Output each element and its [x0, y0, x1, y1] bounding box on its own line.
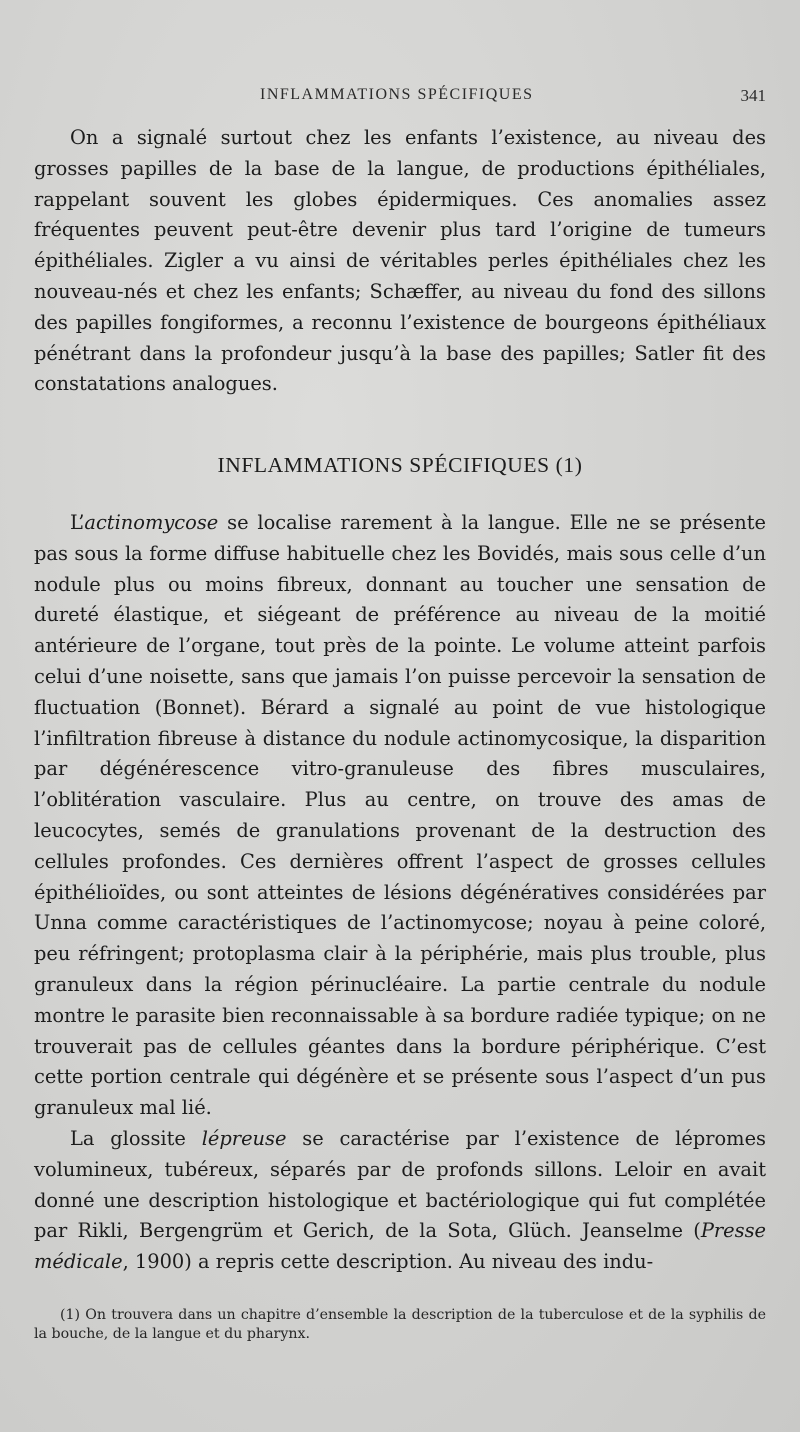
- footnote-text: [34, 1306, 766, 1344]
- footnote-marker: (1): [60, 1307, 81, 1323]
- paragraph-text: On a signalé surtout chez les enfants l’existence, au niveau des grosses papilles de la base de la langue, de productions épithéliales, rappelant souvent les globes épidermiques. Ces anomalies assez fréquentes peuvent peut-être devenir plus tard l’origine de tumeurs épithéliales. Zigler a vu ainsi de véritables perles épithéliales chez les nouveau-nés et chez les enfants; Schæffer, au niveau du fond des sillons des papilles fongiformes, a reconnu l’existence de bourgeons épithéliaux pénétrant dans la profondeur jusqu’à la base des papilles; Satler fit des constatations analogues.: [34, 126, 766, 396]
- italic-term-actinomycose: actinomycose: [84, 511, 219, 534]
- italic-title-presse-medicale: Presse médicale: [34, 1219, 766, 1274]
- paragraph-body: se caractérise par l’existence de lépromes volumineux, tubéreux, séparés par de profonds sillons. Leloir en avait donné une description histologique et bactériologique qui fut complétée par Rikli, Bergengrüm et Gerich, de la Sota, Glüch. Jeanselme (: [34, 1126, 766, 1243]
- footnote: [34, 1306, 766, 1344]
- paragraph-papillae: [34, 123, 766, 400]
- paragraph-lead: L’: [70, 511, 85, 534]
- italic-term-lepreuse: lépreuse: [201, 1126, 287, 1150]
- paragraph-lead: La glossite: [70, 1126, 202, 1150]
- paragraph-group-inflammations: [34, 508, 766, 1278]
- footnote-body: On trouvera dans un chapitre d’ensemble la description de la tuberculose et de la syphilis de la bouche, de la langue et du pharynx.: [34, 1307, 766, 1342]
- section-heading: INFLAMMATIONS SPÉCIFIQUES (1): [217, 453, 583, 477]
- paragraph-body-end: , 1900) a repris cette description. Au niveau des indu-: [122, 1250, 654, 1274]
- paragraph-lepreuse: [34, 1124, 766, 1278]
- paragraph-actinomycose: [34, 508, 766, 1124]
- running-head: [36, 86, 766, 110]
- paragraph-body: se localise rarement à la langue. Elle ne se présente pas sous la forme diffuse habituelle chez les Bovidés, mais sous celle d’un nodule plus ou moins fibreux, donnant au toucher une sensation de dureté élastique, et siégeant de préférence au niveau de la moitié antérieure de l’organe, tout près de la pointe. Le volume atteint parfois celui d’une noisette, sans que jamais l’on puisse percevoir la sensation de fluctuation (Bonnet). Bérard a signalé au point de vue histologique l’infiltration fibreuse à distance du nodule actinomycosique, la disparition par dégénérescence vitro-granuleuse des fibres musculaires, l’oblitération vasculaire. Plus au centre, on trouve des amas de leucocytes, semés de granulations provenant de la destruction des cellules profondes. Ces dernières offrent l’aspect de grosses cellules épithélioïdes, ou sont atteintes de lésions dégénératives considérées par Unna comme caractéristiques de l’actinomycose; noyau à peine coloré, peu réfringent; protoplasma clair à la périphérie, mais plus trouble, plus granuleux dans la région périnucléaire. La partie centrale du nodule montre le parasite bien reconnaissable à sa bordure radiée typique; on ne trouverait pas de cellules géantes dans la bordure périphérique. C’est cette portion centrale qui dégénère et se présente sous l’aspect d’un pus granuleux mal lié.: [34, 511, 766, 1120]
- page-number: 341: [740, 86, 766, 105]
- running-title: INFLAMMATIONS SPÉCIFIQUES: [260, 86, 534, 103]
